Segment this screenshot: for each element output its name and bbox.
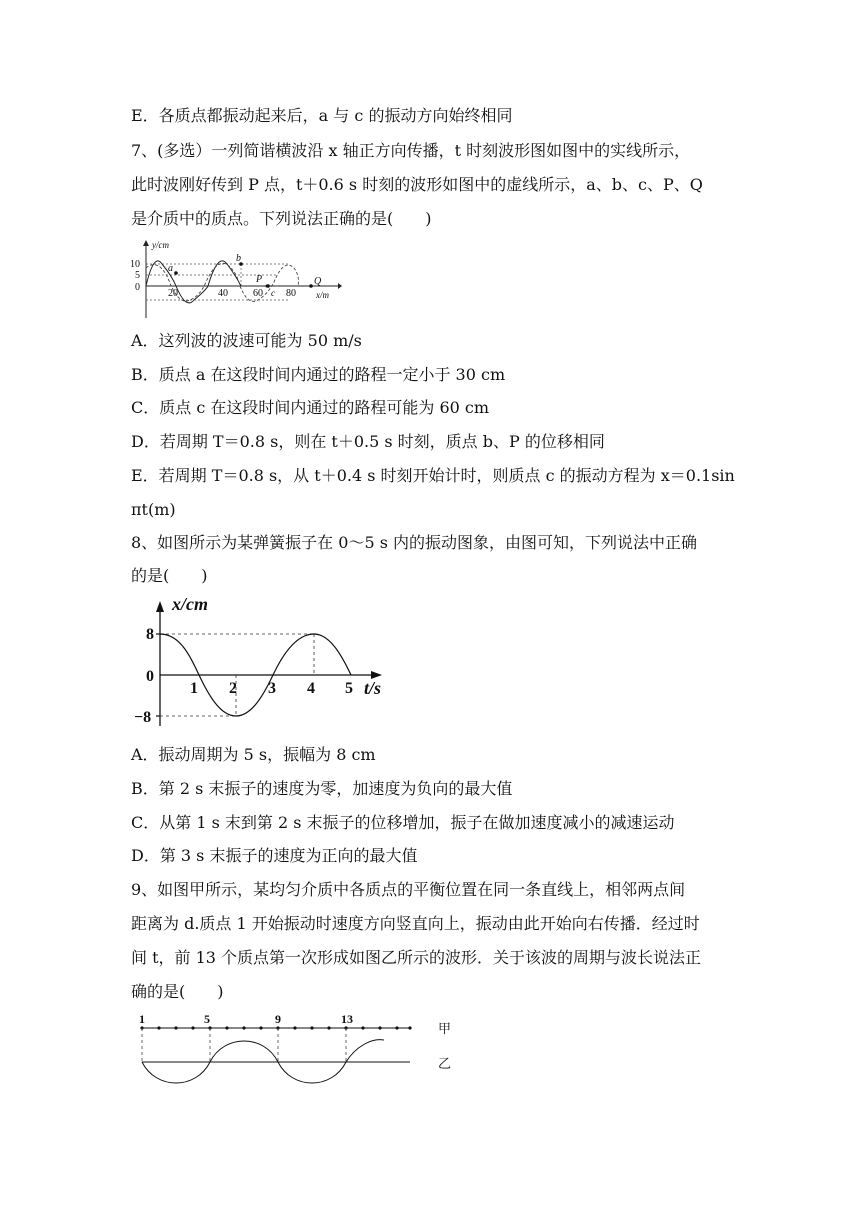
q9-wave-figure: [132, 1010, 462, 1090]
label-jia: 甲: [438, 1021, 452, 1036]
q7-option-d: D．若周期 T＝0.8 s，则在 t＋0.5 s 时刻，质点 b、P 的位移相同: [131, 432, 605, 451]
point-q: [309, 284, 313, 288]
point-label-13: 13: [341, 1012, 353, 1026]
point-c-label: c: [271, 288, 275, 298]
q8-stem-line-1: 8、如图所示为某弹簧振子在 0～5 s 内的振动图象，由图可知，下列说法中正确: [131, 533, 698, 552]
x-axis-label: t/s: [364, 678, 382, 698]
q7-stem-line-2: 此时波刚好传到 P 点，t＋0.6 s 时刻的波形如图中的虚线所示，a、b、c、P、Q: [131, 175, 703, 194]
q7-option-b: B．质点 a 在这段时间内通过的路程一定小于 30 cm: [131, 365, 506, 384]
y-tick-0: 0: [146, 668, 154, 685]
point-c: [266, 285, 269, 288]
q8-stem-line-2: 的是( ): [131, 566, 208, 585]
q9-stem-line-4: 确的是( ): [131, 982, 224, 1001]
point-q-label: Q: [314, 276, 322, 287]
option-e-previous: E．各质点都振动起来后，a 与 c 的振动方向始终相同: [131, 106, 513, 125]
q7-stem-line-1: 7、(多选）一列简谐横波沿 x 轴正方向传播，t 时刻波形图如图中的实线所示，: [131, 141, 691, 160]
q9-stem-line-2: 距离为 d.质点 1 开始振动时速度方向竖直向上，振动由此开始向右传播．经过时: [131, 914, 700, 933]
point-label-9: 9: [275, 1012, 281, 1026]
q7-option-e-line-1: E．若周期 T＝0.8 s，从 t＋0.4 s 时刻开始计时，则质点 c 的振动方程为 x＝0.1sin: [131, 466, 735, 485]
x-tick-3: 3: [268, 680, 276, 697]
q8-option-c: C．从第 1 s 末到第 2 s 末振子的位移增加，振子在做加速度减小的减速运动: [131, 813, 675, 832]
q9-stem-line-1: 9、如图甲所示，某均匀介质中各质点的平衡位置在同一条直线上，相邻两点间: [131, 880, 686, 899]
point-b-label: b: [236, 253, 241, 264]
x-tick-5: 5: [345, 680, 353, 697]
y-axis-label: y/cm: [152, 240, 169, 250]
point-a-label: a: [168, 263, 173, 274]
x-axis-label: x/m: [316, 290, 329, 300]
point-label-5: 5: [204, 1012, 210, 1026]
y-tick-8: 8: [146, 626, 154, 643]
q8-option-b: B．第 2 s 末振子的速度为零，加速度为负向的最大值: [131, 779, 513, 798]
x-tick-80: 80: [286, 288, 296, 299]
q7-stem-line-3: 是介质中的质点。下列说法正确的是( ): [131, 209, 432, 228]
q9-stem-line-3: 间 t，前 13 个质点第一次形成如图乙所示的波形．关于该波的周期与波长说法正: [131, 948, 702, 967]
x-tick-2: 2: [229, 680, 237, 697]
q7-option-e-line-2: πt(m): [131, 500, 176, 519]
q7-wave-figure: [128, 238, 343, 320]
y-tick-10: 10: [130, 259, 140, 270]
y-tick-0: 0: [135, 282, 140, 293]
y-axis-label: x/cm: [172, 594, 208, 614]
x-tick-1: 1: [190, 680, 198, 697]
y-tick-neg8: −8: [134, 709, 152, 726]
q8-oscillation-figure: [130, 594, 400, 733]
point-a: [174, 271, 178, 275]
q8-option-d: D．第 3 s 末振子的速度为正向的最大值: [131, 846, 418, 865]
q8-option-a: A．振动周期为 5 s，振幅为 8 cm: [131, 745, 376, 764]
y-tick-5: 5: [135, 270, 140, 281]
point-p-label: P: [256, 274, 263, 285]
x-tick-40: 40: [218, 288, 228, 299]
point-label-1: 1: [139, 1012, 145, 1026]
x-tick-20: 20: [168, 288, 178, 299]
q7-option-c: C．质点 c 在这段时间内通过的路程可能为 60 cm: [131, 398, 490, 417]
x-tick-60: 60: [253, 288, 263, 299]
q7-option-a: A．这列波的波速可能为 50 m/s: [131, 331, 362, 350]
label-yi: 乙: [438, 1056, 452, 1071]
x-tick-4: 4: [307, 680, 315, 697]
